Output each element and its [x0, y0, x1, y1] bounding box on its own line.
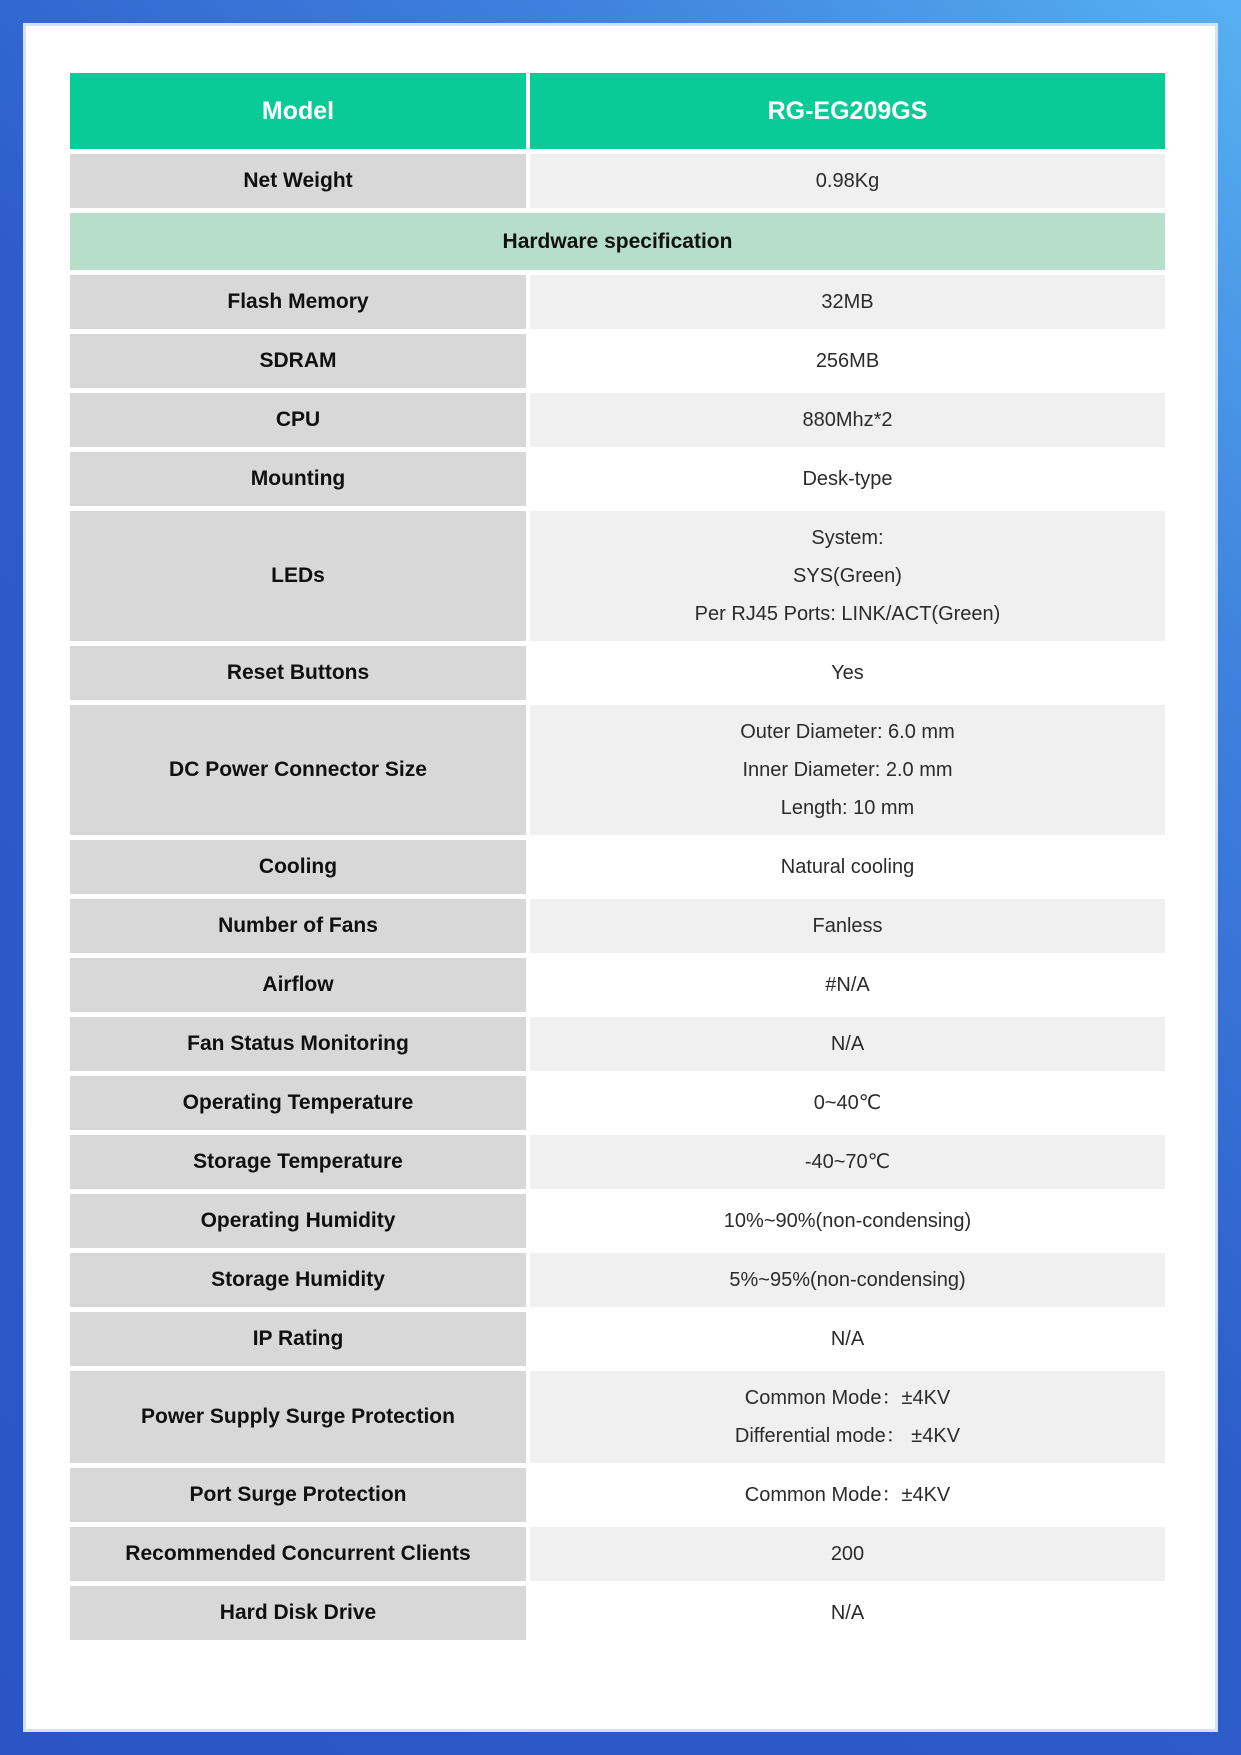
spec-label-cell: CPU	[70, 393, 526, 447]
spec-label-cell: IP Rating	[70, 1312, 526, 1366]
spec-label-cell: Fan Status Monitoring	[70, 1017, 526, 1071]
value-line: Differential mode： ±4KV	[734, 1425, 961, 1447]
spec-value-cell	[530, 393, 1165, 447]
spec-value-cell	[530, 705, 1165, 835]
value-line: 5%~95%(non-condensing)	[729, 1269, 966, 1291]
value-line: Per RJ45 Ports: LINK/ACT(Green)	[694, 603, 1001, 625]
value-line: -40~70℃	[804, 1151, 891, 1173]
spec-label-cell: Storage Humidity	[70, 1253, 526, 1307]
value-line: Outer Diameter: 6.0 mm	[740, 721, 955, 743]
spec-label-cell: Reset Buttons	[70, 646, 526, 700]
spec-value-cell	[530, 275, 1165, 329]
spec-value-cell	[530, 646, 1165, 700]
value-line: 200	[830, 1543, 865, 1565]
spec-label-cell: DC Power Connector Size	[70, 705, 526, 835]
spec-label-cell: Storage Temperature	[70, 1135, 526, 1189]
spec-value-cell	[530, 899, 1165, 953]
value-line: #N/A	[825, 974, 870, 996]
spec-value-cell	[530, 1527, 1165, 1581]
spec-label-cell: LEDs	[70, 511, 526, 641]
spec-value-cell	[530, 1017, 1165, 1071]
spec-label-cell: Recommended Concurrent Clients	[70, 1527, 526, 1581]
spec-value-cell	[530, 1194, 1165, 1248]
table-header-value: RG-EG209GS	[530, 73, 1165, 149]
spec-value-cell	[530, 840, 1165, 894]
spec-label-cell: Operating Temperature	[70, 1076, 526, 1130]
value-line: 256MB	[815, 350, 880, 372]
spec-label-cell: Mounting	[70, 452, 526, 506]
spec-value-cell	[530, 154, 1165, 208]
spec-value-cell	[530, 1371, 1165, 1463]
value-line: 32MB	[821, 291, 874, 313]
value-line: Common Mode：±4KV	[744, 1387, 951, 1409]
value-line: Desk-type	[802, 468, 893, 490]
spec-value-cell	[530, 452, 1165, 506]
spec-label-cell: Cooling	[70, 840, 526, 894]
spec-value-cell	[530, 958, 1165, 1012]
spec-value-cell	[530, 1253, 1165, 1307]
spec-value-cell	[530, 334, 1165, 388]
spec-value-cell	[530, 1135, 1165, 1189]
value-line: Length: 10 mm	[780, 797, 915, 819]
spec-label-cell: Net Weight	[70, 154, 526, 208]
value-line: N/A	[830, 1602, 865, 1624]
value-line: N/A	[830, 1328, 865, 1350]
page-sheet	[23, 23, 1218, 1732]
value-line: SYS(Green)	[793, 565, 902, 587]
spec-value-cell	[530, 511, 1165, 641]
table-header-model: Model	[70, 73, 526, 149]
value-line: N/A	[830, 1033, 865, 1055]
spec-label-cell: Operating Humidity	[70, 1194, 526, 1248]
spec-label-cell: Airflow	[70, 958, 526, 1012]
value-line: Fanless	[812, 915, 883, 937]
value-line: System:	[811, 527, 884, 549]
spec-label-cell: Number of Fans	[70, 899, 526, 953]
value-line: Yes	[831, 662, 864, 684]
value-line: 0.98Kg	[815, 170, 880, 192]
spec-table	[70, 73, 1165, 1640]
value-line: 880Mhz*2	[802, 409, 893, 431]
value-line: Common Mode：±4KV	[744, 1484, 951, 1506]
spec-label-cell: Hard Disk Drive	[70, 1586, 526, 1640]
value-line: 0~40℃	[813, 1092, 882, 1114]
spec-label-cell: Power Supply Surge Protection	[70, 1371, 526, 1463]
spec-label-cell: SDRAM	[70, 334, 526, 388]
spec-value-cell	[530, 1468, 1165, 1522]
value-line: Natural cooling	[780, 856, 915, 878]
value-line: Inner Diameter: 2.0 mm	[742, 759, 953, 781]
spec-value-cell	[530, 1076, 1165, 1130]
spec-label-cell: Flash Memory	[70, 275, 526, 329]
spec-label-cell: Port Surge Protection	[70, 1468, 526, 1522]
section-header: Hardware specification	[70, 213, 1165, 270]
spec-value-cell	[530, 1586, 1165, 1640]
spec-value-cell	[530, 1312, 1165, 1366]
value-line: 10%~90%(non-condensing)	[723, 1210, 972, 1232]
